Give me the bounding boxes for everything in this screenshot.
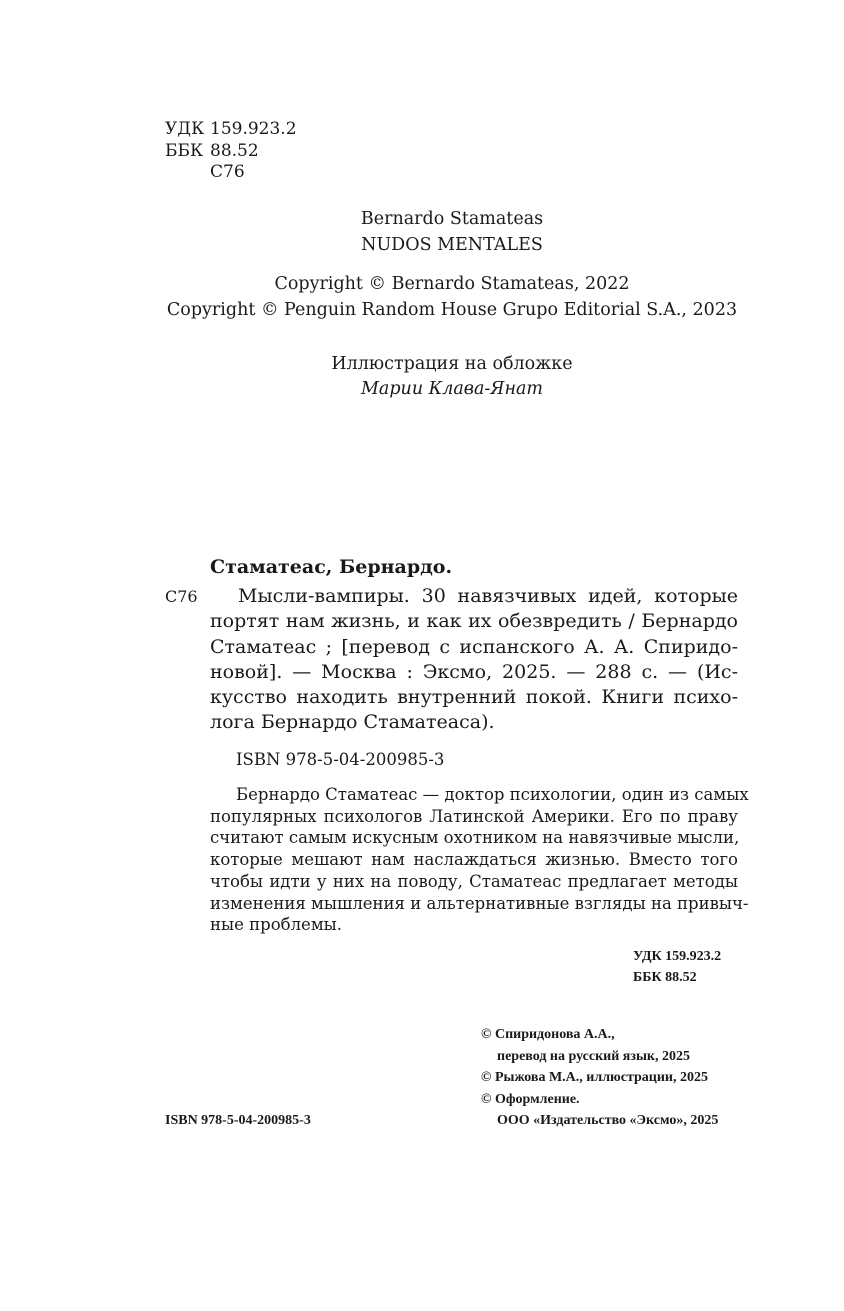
record-udk: УДК 159.923.2 [633, 949, 722, 964]
copyright-publisher-ru: ООО «Издательство «Эксмо», 2025 [497, 1113, 719, 1128]
record-bbk: ББК 88.52 [633, 970, 697, 985]
author-sign: С76 [210, 162, 245, 182]
record-heading: Стаматеас, Бернардо. [210, 556, 453, 578]
illustration-label: Иллюстрация на обложке [331, 354, 573, 374]
annotation-line: считают самым искусным охотником на навязчивые мысли, [210, 828, 740, 848]
record-line: портят нам жизнь, и как их обезвредить / Бернардо [210, 610, 738, 633]
copyright-translator: © Спиридонова А.А., [481, 1027, 615, 1042]
annotation-line: Бернардо Стаматеас — доктор психологии, один из самых [236, 785, 749, 804]
record-line: Стаматеас ; [перевод с испанского А. А. Спиридо- [210, 635, 738, 658]
annotation-line: которые мешают нам наслаждаться жизнью. Вместо того [210, 850, 738, 870]
illustration-artist: Марии Клава-Янат [361, 379, 543, 399]
copyright-publisher: Copyright © Penguin Random House Grupo Editorial S.A., 2023 [166, 300, 738, 320]
record-isbn: ISBN 978-5-04-200985-3 [236, 750, 445, 769]
record-sign: С76 [165, 587, 198, 606]
copyright-illustrations: © Рыжова М.А., иллюстрации, 2025 [481, 1070, 709, 1085]
annotation [210, 784, 749, 936]
udk-value: 159.923.2 [210, 119, 297, 139]
record-line: лога Бернардо Стаматеаса). [210, 711, 495, 734]
bbk-label: ББК [165, 141, 204, 161]
bbk-value: 88.52 [210, 141, 259, 161]
copyright-design: © Оформление. [481, 1092, 580, 1107]
original-author: Bernardo Stamateas [360, 209, 544, 229]
record-line: новой]. — Москва : Эксмо, 2025. — 288 с. — (Ис- [210, 660, 738, 683]
annotation-line: изменения мышления и альтернативные взгляды на привыч- [210, 893, 749, 913]
copyright-translation: перевод на русский язык, 2025 [497, 1049, 690, 1064]
record-line: Мысли-вампиры. 30 навязчивых идей, которые [238, 585, 738, 607]
udk-label: УДК [165, 119, 205, 139]
original-title: NUDOS MENTALES [361, 235, 543, 255]
annotation-line: ные проблемы. [210, 915, 343, 935]
record-line: кусство находить внутренний покой. Книги психо- [210, 686, 738, 709]
annotation-line: чтобы идти у них на поводу, Стаматеас предлагает методы [210, 871, 738, 891]
annotation-line: популярных психологов Латинской Америки. Его по праву [210, 806, 738, 826]
copyright-author: Copyright © Bernardo Stamateas, 2022 [274, 274, 630, 294]
record-description [210, 584, 738, 736]
footer-isbn: ISBN 978-5-04-200985-3 [165, 1113, 311, 1128]
